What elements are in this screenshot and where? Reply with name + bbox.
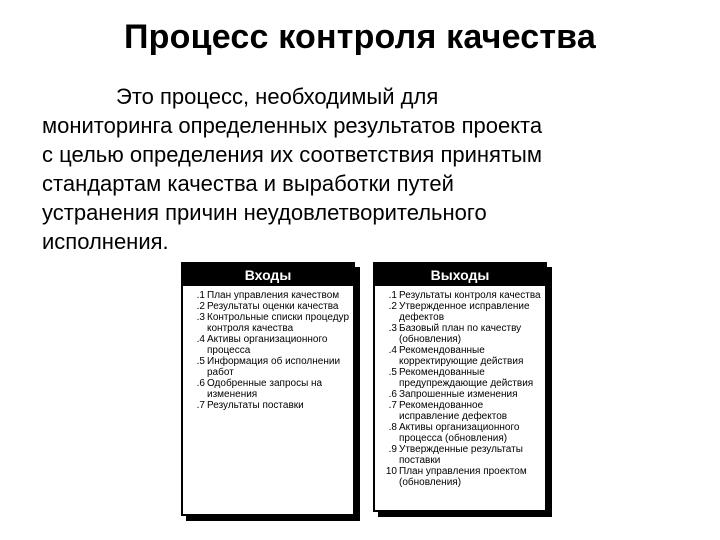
item-text: Базовый план по качеству (обновления): [399, 323, 522, 345]
intro-line: мониторинга определенных результатов проекта: [42, 113, 543, 138]
intro-line: с целью определения их соответствия принятым: [42, 142, 542, 167]
item-number: .3: [388, 323, 397, 334]
list-item: [379, 323, 542, 345]
item-text: Запрошенные изменения: [399, 389, 518, 400]
outputs-panel: [373, 262, 547, 512]
outputs-list: [375, 288, 545, 488]
item-number: .3: [196, 312, 205, 323]
item-number: .8: [388, 422, 397, 433]
item-text: Утвержденное исправление дефектов: [399, 301, 530, 323]
item-number: .4: [388, 345, 397, 356]
item-number: .5: [388, 367, 397, 378]
list-item: [187, 301, 350, 312]
list-item: [187, 400, 350, 411]
intro-line: устранения причин неудовлетворительного: [42, 200, 487, 225]
inputs-header: Входы: [183, 264, 353, 288]
item-text: Результаты поставки: [207, 400, 304, 411]
item-text: Результаты оценки качества: [207, 301, 339, 312]
list-item: [187, 378, 350, 400]
item-number: .2: [388, 301, 397, 312]
item-number: .6: [196, 378, 205, 389]
list-item: [379, 290, 542, 301]
item-text: Активы организационного процесса (обновления): [399, 422, 520, 444]
item-text: Контрольные списки процедур контроля качества: [207, 312, 350, 334]
inputs-list: [183, 288, 353, 411]
item-text: Рекомендованное исправление дефектов: [399, 400, 508, 422]
item-number: .1: [388, 290, 397, 301]
item-number: .7: [388, 400, 397, 411]
list-item: [187, 356, 350, 378]
item-number: .5: [196, 356, 205, 367]
intro-line: исполнения.: [42, 229, 169, 254]
item-number: .4: [196, 334, 205, 345]
item-text: Одобренные запросы на изменения: [207, 378, 323, 400]
item-text: План управления проектом (обновления): [399, 466, 527, 488]
list-item: [379, 367, 542, 389]
item-number: .6: [388, 389, 397, 400]
list-item: [379, 422, 542, 444]
slide-title: Процесс контроля качества: [124, 18, 596, 56]
item-text: Информация об исполнении работ: [207, 356, 341, 378]
list-item: [187, 334, 350, 356]
item-number: .9: [388, 444, 397, 455]
item-number: 10: [385, 466, 397, 477]
intro-line: стандартам качества и выработки путей: [42, 171, 454, 196]
item-number: .7: [196, 400, 205, 411]
inputs-panel: [181, 262, 355, 516]
intro-line: Это процесс, необходимый для: [116, 84, 439, 109]
list-item: [379, 466, 542, 488]
list-item: [187, 290, 350, 301]
list-item: [379, 301, 542, 323]
list-item: [379, 400, 542, 422]
item-number: .2: [196, 301, 205, 312]
intro-paragraph: [42, 82, 692, 256]
item-text: Результаты контроля качества: [399, 290, 541, 301]
item-number: .1: [196, 290, 205, 301]
item-text: Рекомендованные предупреждающие действия: [399, 367, 534, 389]
item-text: План управления качеством: [207, 290, 340, 301]
list-item: [379, 444, 542, 466]
item-text: Активы организационного процесса: [207, 334, 328, 356]
outputs-header: Выходы: [375, 264, 545, 288]
item-text: Рекомендованные корректирующие действия: [399, 345, 524, 367]
list-item: [379, 389, 542, 400]
list-item: [187, 312, 350, 334]
list-item: [379, 345, 542, 367]
item-text: Утвержденные результаты поставки: [399, 444, 523, 466]
